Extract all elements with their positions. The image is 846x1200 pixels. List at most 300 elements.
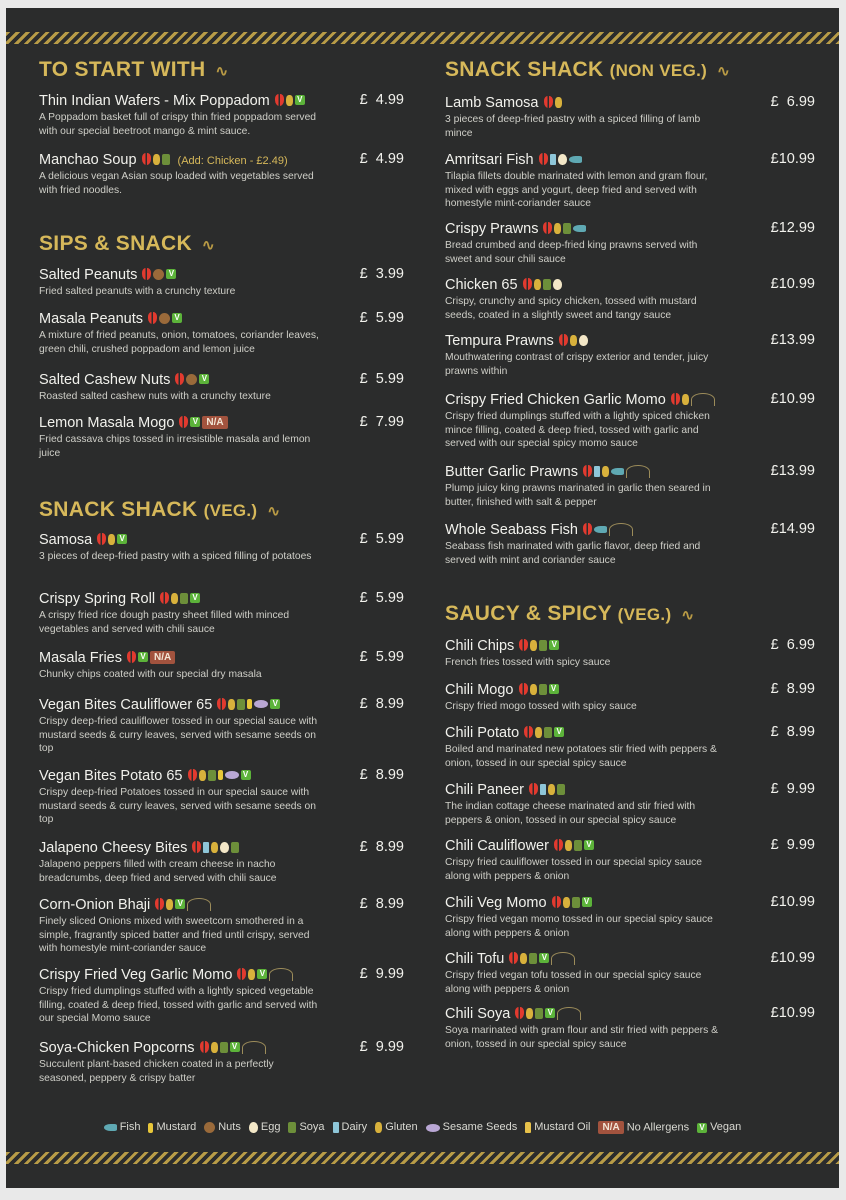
menu-item-description: A crispy fried rice dough pastry sheet filled with minced vegetables and served with chili sauce	[39, 610, 290, 635]
chili-icon	[519, 683, 528, 695]
menu-item	[445, 724, 815, 770]
menu-item-name-row	[445, 724, 815, 741]
menu-item	[445, 151, 815, 211]
allergen-icons	[543, 220, 588, 236]
menu-item-name: Chili Cauliflower	[445, 838, 549, 854]
vegan-icon: V	[545, 1008, 555, 1018]
legend-label: Vegan	[710, 1121, 742, 1134]
menu-item-description: Plump juicy king prawns marinated in garlic then seared in butter, finished with salt & pepper	[445, 483, 711, 508]
legend-entry	[375, 1121, 417, 1133]
menu-item-name-row	[445, 837, 815, 854]
chili-icon	[583, 465, 592, 477]
legend-label: Nuts	[218, 1121, 241, 1134]
menu-item-price: £ 5.99	[359, 649, 404, 665]
menu-item	[39, 371, 404, 404]
soya-icon	[563, 223, 571, 234]
gluten-icon	[520, 953, 527, 964]
section-subtitle: (VEG.)	[203, 501, 258, 520]
menu-item-name-row	[39, 151, 404, 168]
menu-item-price: £ 6.99	[770, 637, 815, 653]
gluten-icon	[199, 770, 206, 781]
menu-item-name: Butter Garlic Prawns	[445, 464, 578, 480]
section-title	[39, 498, 280, 522]
menu-item-name: Lamb Samosa	[445, 95, 539, 111]
menu-item-price: £ 8.99	[359, 696, 404, 712]
menu-item	[39, 839, 404, 885]
soya-icon	[544, 727, 552, 738]
allergen-icons	[217, 696, 282, 712]
legend-label: Sesame Seeds	[442, 1121, 518, 1134]
menu-item-description: Roasted salted cashew nuts with a crunchy texture	[39, 391, 271, 402]
allergen-icons	[552, 894, 594, 910]
menu-item-price: £ 8.99	[770, 724, 815, 740]
menu-item	[39, 414, 404, 460]
menu-item-name-row	[445, 894, 815, 911]
menu-item-description: A delicious vegan Asian soup loaded with vegetables served with fried noodles.	[39, 171, 314, 196]
allergen-icons	[179, 414, 229, 430]
chili-icon	[539, 153, 548, 165]
menu-item-price: £ 8.99	[359, 767, 404, 783]
vegan-icon: V	[190, 417, 200, 427]
gluten-icon	[548, 784, 555, 795]
menu-item	[445, 681, 815, 714]
legend-label: No Allergens	[626, 1121, 690, 1134]
menu-item-price: £ 5.99	[359, 531, 404, 547]
vegan-icon: V	[549, 684, 559, 694]
momo-icon	[269, 968, 293, 981]
allergen-icons	[515, 1005, 583, 1021]
menu-item-name: Chicken 65	[445, 277, 518, 293]
legend-entry	[249, 1121, 281, 1133]
menu-item-name-row	[39, 414, 404, 431]
menu-item-name-row	[445, 94, 815, 111]
oil-icon	[525, 1122, 531, 1133]
gluten-icon	[286, 95, 293, 106]
swirl-ornament-icon: ∿	[717, 63, 730, 80]
menu-item-name-row	[39, 310, 404, 327]
allergen-legend	[6, 1121, 839, 1134]
sesame-icon	[426, 1124, 440, 1132]
dairy-icon	[594, 466, 600, 477]
allergen-icons	[188, 767, 253, 783]
sesame-icon	[225, 771, 239, 779]
vegan-icon: V	[117, 534, 127, 544]
gluten-icon	[171, 593, 178, 604]
menu-item-description: Seabass fish marinated with garlic flavor, deep fried and served with mint and coriander sauce	[445, 541, 701, 566]
chili-icon	[155, 898, 164, 910]
menu-item-name: Salted Cashew Nuts	[39, 372, 171, 388]
legend-entry	[333, 1121, 368, 1133]
gluten-icon	[682, 394, 689, 405]
menu-item-price: £14.99	[770, 521, 815, 537]
menu-item-name-row	[39, 767, 404, 784]
menu-item-name-row	[445, 1005, 815, 1022]
soya-icon	[572, 897, 580, 908]
menu-item-name-row	[445, 521, 815, 538]
allergen-icons	[127, 649, 177, 665]
fish-icon	[594, 526, 607, 533]
soya-icon	[220, 1042, 228, 1053]
gluten-icon	[530, 640, 537, 651]
nut-icon	[186, 374, 197, 385]
allergen-icons	[559, 332, 590, 348]
menu-item-name-row	[445, 681, 815, 698]
menu-item-price: £10.99	[770, 276, 815, 292]
swirl-ornament-icon: ∿	[681, 607, 695, 624]
legend-entry	[148, 1121, 196, 1133]
menu-item-name-row	[39, 839, 404, 856]
menu-item-name: Crispy Fried Veg Garlic Momo	[39, 967, 233, 983]
chili-icon	[509, 952, 518, 964]
chili-icon	[142, 153, 151, 165]
menu-item-name-row	[445, 332, 815, 349]
section-title	[445, 602, 694, 626]
chili-icon	[543, 222, 552, 234]
fish-icon	[104, 1124, 117, 1131]
chili-icon	[148, 312, 157, 324]
chili-icon	[179, 416, 188, 428]
soya-icon	[535, 1008, 543, 1019]
gluten-icon	[228, 699, 235, 710]
menu-item	[39, 896, 404, 956]
gluten-icon	[375, 1122, 382, 1133]
gluten-icon	[530, 684, 537, 695]
menu-item-name: Crispy Prawns	[445, 221, 539, 237]
sesame-icon	[254, 700, 268, 708]
swirl-ornament-icon: ∿	[267, 503, 281, 520]
menu-item-price: £10.99	[770, 151, 815, 167]
na-icon: N/A	[598, 1121, 623, 1134]
legend-entry	[525, 1121, 590, 1133]
gluten-icon	[166, 899, 173, 910]
menu-item-description: Finely sliced Onions mixed with sweetcorn smothered in a simple, fragrantly spiced batter and fried until crispy, served with homestyle mint-coriander sauce	[39, 916, 310, 954]
legend-entry	[288, 1121, 324, 1133]
allergen-icons	[519, 637, 561, 653]
menu-item-name: Amritsari Fish	[445, 152, 534, 168]
menu-item-price: £ 4.99	[359, 151, 404, 167]
soya-icon	[539, 684, 547, 695]
menu-item-description: Crispy deep-fried Potatoes tossed in our special sauce with mustard seeds & curry leaves, served with sesame seeds on top	[39, 787, 316, 825]
menu-item-name: Whole Seabass Fish	[445, 522, 578, 538]
menu-item	[445, 1005, 815, 1051]
menu-item	[39, 966, 404, 1026]
ornamental-border-top	[6, 32, 839, 44]
soya-icon	[208, 770, 216, 781]
section-title-text: SAUCY & SPICY	[445, 602, 612, 625]
menu-item-name-row	[39, 896, 404, 913]
menu-item-name-row	[445, 151, 815, 168]
menu-item-description: Succulent plant-based chicken coated in a perfectly seasoned, peppery & crispy batter	[39, 1059, 274, 1084]
swirl-ornament-icon: ∿	[201, 237, 215, 254]
ornamental-border-bottom	[6, 1152, 839, 1164]
menu-item-price: £ 9.99	[770, 781, 815, 797]
menu-item-name: Manchao Soup	[39, 152, 137, 168]
chili-icon	[559, 334, 568, 346]
gluten-icon	[153, 154, 160, 165]
soya-icon	[231, 842, 239, 853]
egg-icon	[220, 842, 229, 853]
egg-icon	[553, 279, 562, 290]
menu-item-name: Crispy Spring Roll	[39, 591, 156, 607]
chili-icon	[583, 523, 592, 535]
menu-item-name: Chili Tofu	[445, 951, 505, 967]
momo-icon	[551, 952, 575, 965]
menu-item-description: Crispy fried dumplings stuffed with a lightly spiced vegetable filling, coated & deep fried, tossed with garlic and served with our special Momo sauce	[39, 986, 318, 1024]
nut-icon	[204, 1122, 215, 1133]
mustard-icon	[247, 699, 252, 709]
legend-entry	[598, 1121, 689, 1134]
menu-item-name-row	[445, 220, 815, 237]
chili-icon	[160, 592, 169, 604]
menu-item-description: Crispy, crunchy and spicy chicken, tossed with mustard seeds, coated in a slightly sweet and tangy sauce	[445, 296, 697, 321]
menu-item	[39, 531, 404, 564]
vegan-icon: V	[697, 1123, 707, 1133]
fish-icon	[611, 468, 624, 475]
menu-item	[39, 767, 404, 827]
legend-label: Mustard Oil	[534, 1121, 591, 1134]
menu-item-price: £ 5.99	[359, 590, 404, 606]
dairy-icon	[333, 1122, 339, 1133]
menu-item-price: £ 3.99	[359, 266, 404, 282]
menu-item-note: (Add: Chicken - £2.49)	[177, 155, 288, 167]
menu-item	[39, 696, 404, 756]
vegan-icon: V	[199, 374, 209, 384]
soya-icon	[543, 279, 551, 290]
momo-icon	[609, 523, 633, 536]
menu-item-name: Chili Soya	[445, 1006, 511, 1022]
chili-icon	[97, 533, 106, 545]
vegan-icon: V	[257, 969, 267, 979]
menu-item-price: £ 8.99	[359, 896, 404, 912]
legend-entry	[697, 1121, 741, 1133]
section-subtitle: (VEG.)	[617, 605, 672, 624]
section-subtitle: (NON VEG.)	[609, 61, 708, 80]
chili-icon	[217, 698, 226, 710]
menu-item-description: The indian cottage cheese marinated and stir fried with peppers & onion, tossed in our special spicy sauce	[445, 801, 696, 826]
chili-icon	[275, 94, 284, 106]
chili-icon	[188, 769, 197, 781]
menu-item-name: Lemon Masala Mogo	[39, 415, 175, 431]
menu-item-name: Chili Chips	[445, 638, 515, 654]
menu-item-description: 3 pieces of deep-fried pastry with a spiced filling of potatoes	[39, 551, 312, 562]
section-title-text: SIPS & SNACK	[39, 232, 192, 255]
menu-item-description: 3 pieces of deep-fried pastry with a spiced filling of lamb mince	[445, 114, 701, 139]
menu-item	[445, 950, 815, 996]
menu-item-description: A Poppadom basket full of crispy thin fried poppadom served with our special beetroot mango & mint sauce.	[39, 112, 317, 137]
vegan-icon: V	[295, 95, 305, 105]
menu-item-description: Fried salted peanuts with a crunchy texture	[39, 286, 236, 297]
vegan-icon: V	[172, 313, 182, 323]
menu-item-price: £ 9.99	[359, 1039, 404, 1055]
chili-icon	[552, 896, 561, 908]
menu-item-name: Thin Indian Wafers - Mix Poppadom	[39, 93, 270, 109]
dairy-icon	[550, 154, 556, 165]
menu-item-description: Fried cassava chips tossed in irresistible masala and lemon juice	[39, 434, 311, 459]
menu-item-name: Masala Fries	[39, 650, 122, 666]
legend-entry	[104, 1121, 141, 1133]
chili-icon	[142, 268, 151, 280]
menu-item-name: Vegan Bites Cauliflower 65	[39, 697, 213, 713]
allergen-icons	[148, 310, 184, 326]
menu-item-price: £ 5.99	[359, 310, 404, 326]
soya-icon	[539, 640, 547, 651]
menu-item-name: Chili Potato	[445, 725, 520, 741]
allergen-icons	[523, 276, 564, 292]
menu-item-description: Boiled and marinated new potatoes stir fried with peppers & onion, tossed in our special spicy sauce	[445, 744, 717, 769]
menu-item-price: £ 5.99	[359, 371, 404, 387]
soya-icon	[574, 840, 582, 851]
nut-icon	[153, 269, 164, 280]
momo-icon	[187, 898, 211, 911]
menu-item-description: Crispy fried mogo tossed with spicy sauce	[445, 701, 637, 712]
menu-item	[39, 649, 404, 682]
egg-icon	[579, 335, 588, 346]
menu-item-name: Vegan Bites Potato 65	[39, 768, 183, 784]
menu-item	[39, 310, 404, 356]
menu-item-name-row	[445, 463, 815, 480]
momo-icon	[557, 1007, 581, 1020]
menu-item	[445, 837, 815, 883]
menu-item-price: £ 4.99	[359, 92, 404, 108]
menu-item-name-row	[39, 266, 404, 283]
menu-item-price: £ 8.99	[770, 681, 815, 697]
allergen-icons	[275, 92, 307, 108]
allergen-icons	[519, 681, 561, 697]
swirl-ornament-icon: ∿	[215, 63, 229, 80]
soya-icon	[237, 699, 245, 710]
soya-icon	[288, 1122, 296, 1133]
allergen-icons	[175, 371, 211, 387]
menu-item-price: £13.99	[770, 332, 815, 348]
menu-item-name: Chili Veg Momo	[445, 895, 547, 911]
menu-item	[445, 391, 815, 451]
allergen-icons	[142, 266, 178, 282]
chili-icon	[515, 1007, 524, 1019]
menu-item	[39, 590, 404, 636]
menu-item	[39, 266, 404, 299]
soya-icon	[529, 953, 537, 964]
gluten-icon	[248, 969, 255, 980]
gluten-icon	[602, 466, 609, 477]
menu-item-name-row	[445, 637, 815, 654]
momo-icon	[242, 1041, 266, 1054]
legend-label: Gluten	[385, 1121, 418, 1134]
allergen-icons	[160, 590, 202, 606]
menu-item-name-row	[39, 696, 404, 713]
vegan-icon: V	[241, 770, 251, 780]
chili-icon	[523, 278, 532, 290]
menu-item-name-row	[39, 590, 404, 607]
momo-icon	[626, 465, 650, 478]
menu-item	[445, 463, 815, 509]
menu-item-description: Crispy fried dumplings stuffed with a lightly spiced chicken mince filling, coated & deep fried, tossed with garlic and served with our special spicy momo sauce	[445, 411, 710, 449]
menu-item-price: £10.99	[770, 1005, 815, 1021]
chili-icon	[192, 841, 201, 853]
allergen-icons	[192, 839, 241, 855]
gluten-icon	[570, 335, 577, 346]
dairy-icon	[540, 784, 546, 795]
menu-item	[39, 92, 404, 138]
soya-icon	[162, 154, 170, 165]
menu-item-description: Tilapia fillets double marinated with lemon and gram flour, mixed with eggs and yogurt, deep fried and served with homestyle mint-coriander sauce	[445, 171, 708, 209]
vegan-icon: V	[175, 899, 185, 909]
chili-icon	[519, 639, 528, 651]
menu-item-name: Crispy Fried Chicken Garlic Momo	[445, 392, 666, 408]
allergen-icons	[200, 1039, 268, 1055]
menu-item-price: £ 9.99	[770, 837, 815, 853]
gluten-icon	[526, 1008, 533, 1019]
chili-icon	[175, 373, 184, 385]
fish-icon	[569, 156, 582, 163]
vegan-icon: V	[138, 652, 148, 662]
mustard-icon	[148, 1123, 153, 1133]
menu-item-description: Crispy deep-fried cauliflower tossed in our special sauce with mustard seeds & curry leaves, served with sesame seeds on top	[39, 716, 318, 754]
section-title	[39, 232, 215, 256]
allergen-icons	[524, 724, 566, 740]
mustard-icon	[218, 770, 223, 780]
gluten-icon	[554, 223, 561, 234]
menu-page	[6, 8, 839, 1188]
section-title-text: TO START WITH	[39, 58, 206, 81]
menu-item-name: Tempura Prawns	[445, 333, 554, 349]
menu-item-name-row	[445, 781, 815, 798]
gluten-icon	[565, 840, 572, 851]
vegan-icon: V	[190, 593, 200, 603]
legend-label: Egg	[260, 1121, 281, 1134]
chili-icon	[554, 839, 563, 851]
menu-item-name-row	[39, 966, 404, 983]
chili-icon	[544, 96, 553, 108]
menu-item	[39, 1039, 404, 1085]
menu-item-price: £13.99	[770, 463, 815, 479]
menu-item-name: Salted Peanuts	[39, 267, 138, 283]
menu-item-name-row	[39, 1039, 404, 1056]
menu-item-name: Soya-Chicken Popcorns	[39, 1040, 195, 1056]
menu-item-name: Chili Paneer	[445, 782, 524, 798]
gluten-icon	[211, 842, 218, 853]
momo-icon	[691, 393, 715, 406]
gluten-icon	[108, 534, 115, 545]
vegan-icon: V	[582, 897, 592, 907]
menu-item-name: Jalapeno Cheesy Bites	[39, 840, 188, 856]
egg-icon	[249, 1122, 258, 1133]
vegan-icon: V	[230, 1042, 240, 1052]
menu-item-name-row	[445, 950, 815, 967]
section-title-text: SNACK SHACK	[39, 498, 198, 521]
menu-item-description: Crispy fried cauliflower tossed in our special spicy sauce along with peppers & onion	[445, 857, 702, 882]
gluten-icon	[211, 1042, 218, 1053]
dairy-icon	[203, 842, 209, 853]
allergen-icons	[237, 966, 295, 982]
menu-item-name-row	[39, 531, 404, 548]
menu-item-name-row	[39, 371, 404, 388]
menu-item-price: £ 7.99	[359, 414, 404, 430]
legend-label: Dairy	[341, 1121, 368, 1134]
menu-item	[445, 94, 815, 140]
vegan-icon: V	[270, 699, 280, 709]
allergen-icons	[544, 94, 564, 110]
section-title	[445, 58, 730, 82]
menu-item	[39, 151, 404, 197]
allergen-icons	[97, 531, 129, 547]
nut-icon	[159, 313, 170, 324]
menu-item-description: Chunky chips coated with our special dry masala	[39, 669, 262, 680]
menu-item	[445, 276, 815, 322]
menu-item-name-row	[39, 92, 404, 109]
allergen-icons	[529, 781, 567, 797]
gluten-icon	[563, 897, 570, 908]
menu-item-description: Soya marinated with gram flour and stir fried with peppers & onion, tossed in our special spicy sauce	[445, 1025, 718, 1050]
